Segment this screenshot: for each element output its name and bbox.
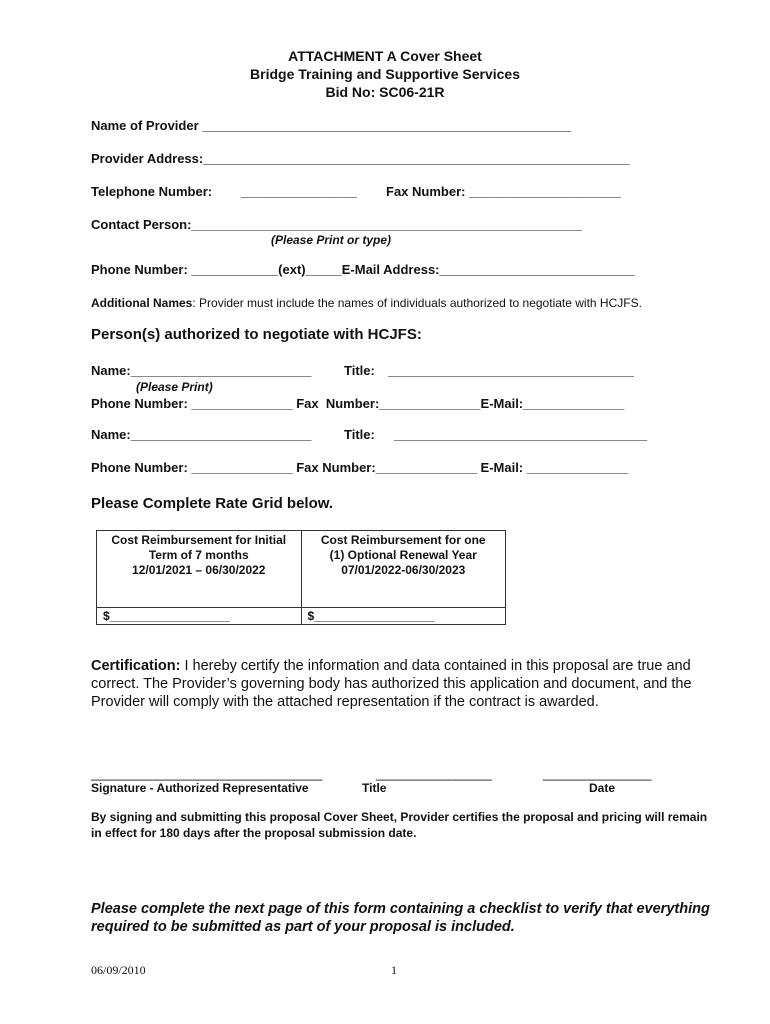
rate-grid-header-renewal	[301, 531, 506, 608]
print-hint: (Please Print)	[136, 380, 213, 394]
contact-person-field[interactable]: Contact Person:______________________________________________________	[91, 217, 582, 232]
telephone-field[interactable]: ________________	[241, 184, 357, 199]
additional-names	[91, 296, 642, 310]
rate-grid-heading: Please Complete Rate Grid below.	[91, 495, 334, 512]
col2-line1: Cost Reimbursement for one	[320, 533, 486, 547]
footer-date: 06/09/2010	[91, 963, 146, 977]
col1-line3: 12/01/2021 – 06/30/2022	[132, 563, 266, 577]
document-subtitle: Bridge Training and Supportive Services	[250, 66, 520, 82]
validity-note: By signing and submitting this proposal Cover Sheet, Provider certifies the proposal and pricing will remain in effect for 180 days after the proposal submission date.	[91, 810, 708, 840]
rate-initial-input[interactable]: $__________________	[97, 608, 302, 625]
negotiator-1-title-field[interactable]: __________________________________	[388, 363, 634, 378]
col2-line3: 07/01/2022-06/30/2023	[341, 563, 466, 577]
additional-names-text: : Provider must include the names of individuals authorized to negotiate with HCJFS.	[192, 296, 642, 310]
rate-grid-table	[96, 530, 506, 625]
negotiator-2-contact-field[interactable]: Phone Number: ______________ Fax Number:______________ E-Mail: ______________	[91, 460, 628, 475]
bid-number: Bid No: SC06-21R	[325, 84, 445, 100]
certification-label: Certification:	[91, 658, 181, 674]
date-label: Date	[589, 781, 616, 795]
date-line[interactable]: _______________	[543, 766, 652, 781]
col1-line1: Cost Reimbursement for Initial	[111, 533, 287, 547]
provider-name-field[interactable]: Name of Provider ___________________________________________________	[91, 118, 571, 133]
signature-label: Signature - Authorized Representative	[91, 781, 309, 795]
telephone-label: Telephone Number:	[91, 184, 213, 199]
negotiator-2-name-field[interactable]: Name:_________________________	[91, 427, 312, 442]
negotiator-1-name-field[interactable]: Name:_________________________	[91, 363, 312, 378]
certification-paragraph	[91, 657, 711, 711]
certification-text: I hereby certify the information and data contained in this proposal are true and correct. The Provider’s governing body has authorized this application and document, and the Provider will comply with the attached representation if the contract is awarded.	[91, 658, 692, 710]
negotiator-1-title-label: Title:	[344, 363, 375, 378]
negotiator-2-title-field[interactable]: ___________________________________	[394, 427, 648, 442]
negotiator-2-title-label: Title:	[344, 427, 375, 442]
col1-line2: Term of 7 months	[148, 548, 249, 562]
negotiator-1-contact-field[interactable]: Phone Number: ______________ Fax Number:______________E-Mail:______________	[91, 396, 625, 411]
negotiators-heading: Person(s) authorized to negotiate with HCJFS:	[91, 326, 422, 343]
phone-email-field[interactable]: Phone Number: ____________(ext)_____E-Mail Address:___________________________	[91, 262, 635, 277]
rate-renewal-input[interactable]: $__________________	[301, 608, 506, 625]
document-title: ATTACHMENT A Cover Sheet	[288, 48, 482, 64]
fax-field[interactable]: Fax Number: _____________________	[386, 184, 621, 199]
provider-address-field[interactable]: Provider Address:___________________________________________________________	[91, 151, 630, 166]
closing-instruction: Please complete the next page of this form containing a checklist to verify that everything required to be submitted as part of your proposal is included.	[91, 901, 710, 935]
col2-line2: (1) Optional Renewal Year	[329, 548, 477, 562]
page-number: 1	[391, 963, 397, 977]
rate-grid-header-initial	[97, 531, 302, 608]
title-line[interactable]: ________________	[376, 766, 492, 781]
signature-line[interactable]: ________________________________	[91, 766, 323, 781]
title-label: Title	[362, 781, 387, 795]
additional-names-label: Additional Names	[91, 296, 193, 310]
contact-hint: (Please Print or type)	[271, 233, 392, 247]
